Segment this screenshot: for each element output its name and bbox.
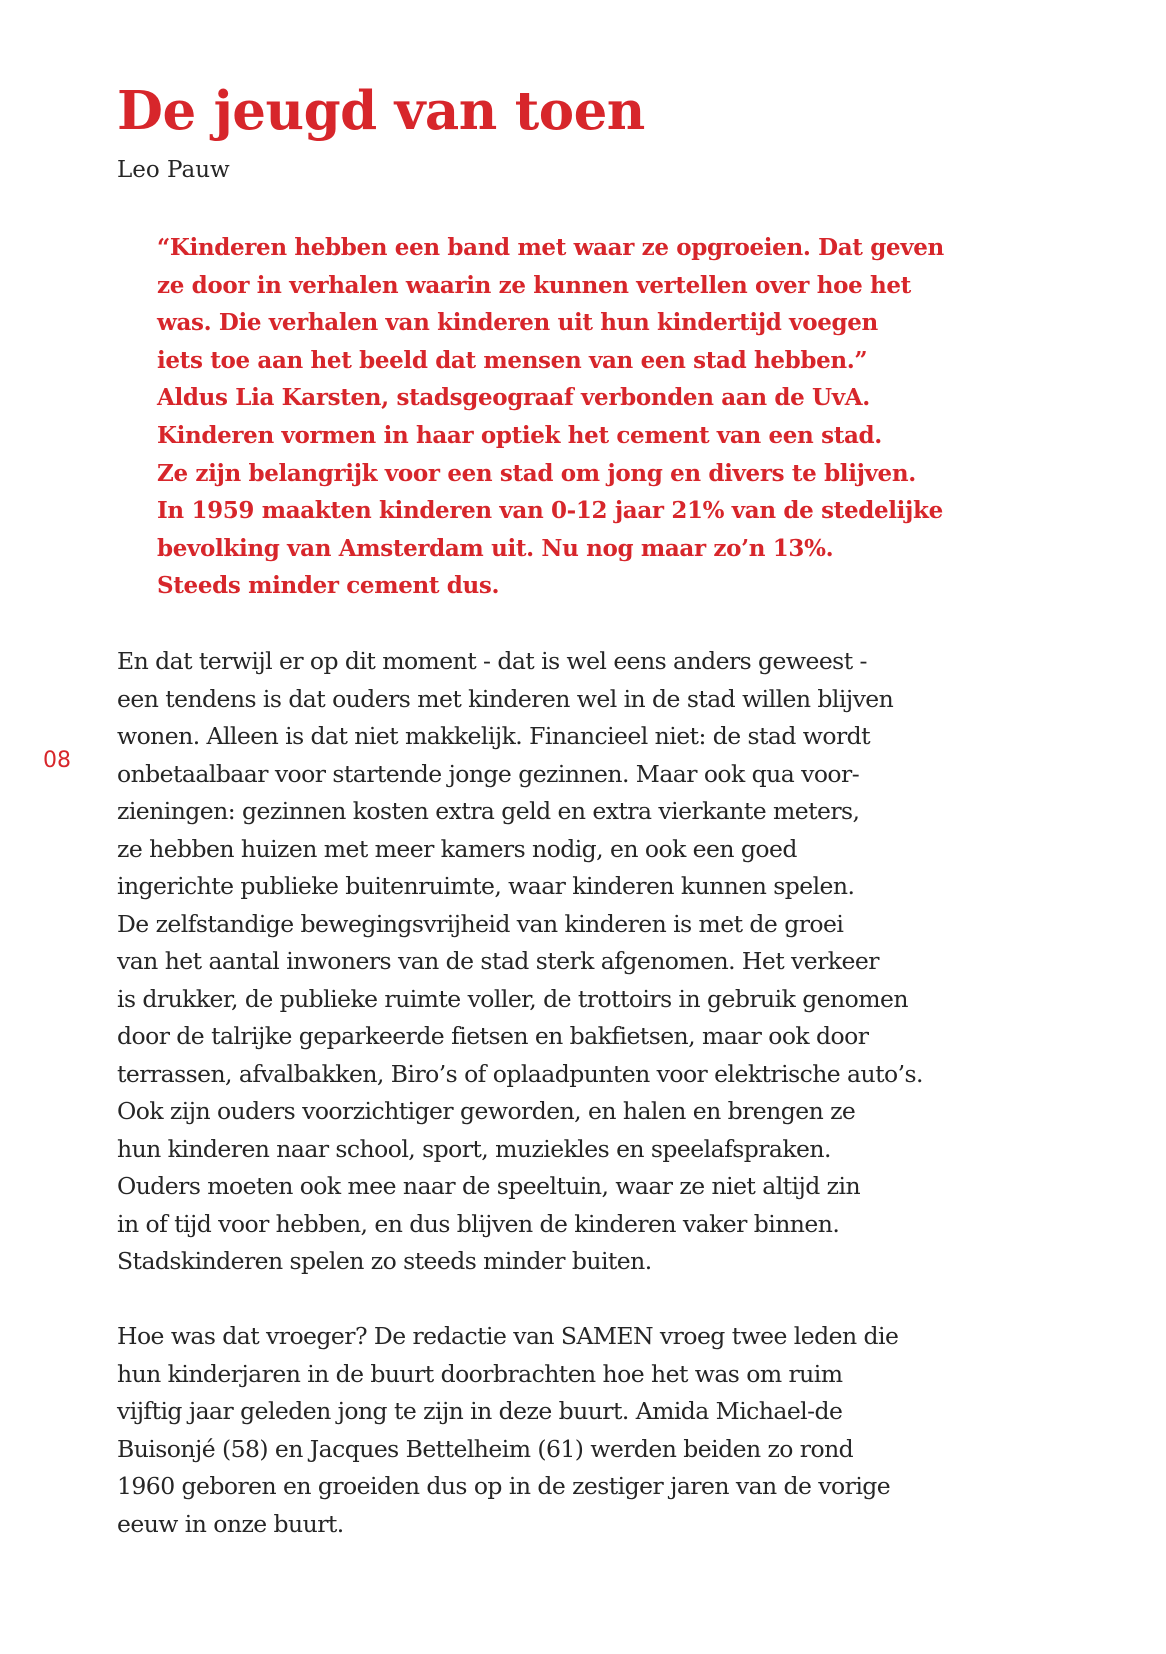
lead-line: Aldus Lia Karsten, stadsgeograaf verbonden aan de UvA. (157, 384, 870, 412)
body-line: De zelfstandige bewegingsvrijheid van kinderen is met de groei (117, 909, 844, 938)
body-line: door de talrijke geparkeerde fietsen en bakfietsen, maar ook door (117, 1022, 869, 1050)
body-line: wonen. Alleen is dat niet makkelijk. Financieel niet: de stad wordt (117, 722, 871, 750)
article-title: De jeugd van toen (117, 80, 645, 142)
lead-line: bevolking van Amsterdam uit. Nu nog maar zo’n 13%. (157, 534, 834, 562)
body-line: hun kinderjaren in de buurt doorbrachten hoe het was om ruim (117, 1359, 843, 1388)
lead-line: was. Die verhalen van kinderen uit hun kindertijd voegen (157, 309, 878, 337)
body-line: 1960 geboren en groeiden dus op in de zestiger jaren van de vorige (117, 1472, 891, 1500)
body-line: in of tijd voor hebben, en dus blijven de kinderen vaker binnen. (117, 1209, 840, 1238)
body-line: een tendens is dat ouders met kinderen wel in de stad willen blijven (117, 684, 894, 713)
body-paragraph-2 (117, 1318, 1017, 1543)
body-line: ze hebben huizen met meer kamers nodig, en ook een goed (117, 834, 797, 863)
body-line: vijftig jaar geleden jong te zijn in deze buurt. Amida Michael-de (117, 1397, 843, 1425)
page-number: 08 (43, 748, 71, 773)
body-line: zieningen: gezinnen kosten extra geld en extra vierkante meters, (117, 797, 860, 825)
body-line: hun kinderen naar school, sport, muziekles en speelafspraken. (117, 1134, 831, 1163)
body-line: is drukker, de publieke ruimte voller, de trottoirs in gebruik genomen (117, 984, 908, 1013)
body-line: Ook zijn ouders voorzichtiger geworden, en halen en brengen ze (117, 1097, 856, 1125)
article-author: Leo Pauw (117, 157, 230, 183)
body-line: Ouders moeten ook mee naar de speeltuin, waar ze niet altijd zin (117, 1172, 861, 1200)
lead-line: In 1959 maakten kinderen van 0-12 jaar 21% van de stedelijke (157, 497, 943, 525)
article-body (117, 643, 1017, 1581)
body-line: onbetaalbaar voor startende jonge gezinnen. Maar ook qua voor- (117, 759, 860, 788)
body-line: ingerichte publieke buitenruimte, waar kinderen kunnen spelen. (117, 872, 855, 900)
body-line: En dat terwijl er op dit moment - dat is wel eens anders geweest - (117, 647, 867, 675)
lead-line: Steeds minder cement dus. (157, 572, 500, 600)
body-line: van het aantal inwoners van de stad sterk afgenomen. Het verkeer (117, 947, 879, 975)
lead-line: Kinderen vormen in haar optiek het cement van een stad. (157, 421, 882, 449)
lead-line: ze door in verhalen waarin ze kunnen vertellen over hoe het (157, 271, 911, 299)
lead-line: iets toe aan het beeld dat mensen van een stad hebben.” (157, 346, 868, 374)
body-line: Buisonjé (58) en Jacques Bettelheim (61) werden beiden zo rond (117, 1434, 854, 1463)
lead-quote (157, 229, 1037, 605)
lead-line: “Kinderen hebben een band met waar ze opgroeien. Dat geven (157, 234, 944, 261)
lead-line: Ze zijn belangrijk voor een stad om jong en divers te blijven. (157, 459, 916, 487)
body-line: Stadskinderen spelen zo steeds minder buiten. (117, 1247, 652, 1275)
body-paragraph-1 (117, 643, 1017, 1281)
body-line: eeuw in onze buurt. (117, 1509, 344, 1538)
body-line: terrassen, afvalbakken, Biro’s of oplaadpunten voor elektrische auto’s. (117, 1059, 923, 1088)
body-line: Hoe was dat vroeger? De redactie van SAMEN vroeg twee leden die (117, 1322, 899, 1350)
